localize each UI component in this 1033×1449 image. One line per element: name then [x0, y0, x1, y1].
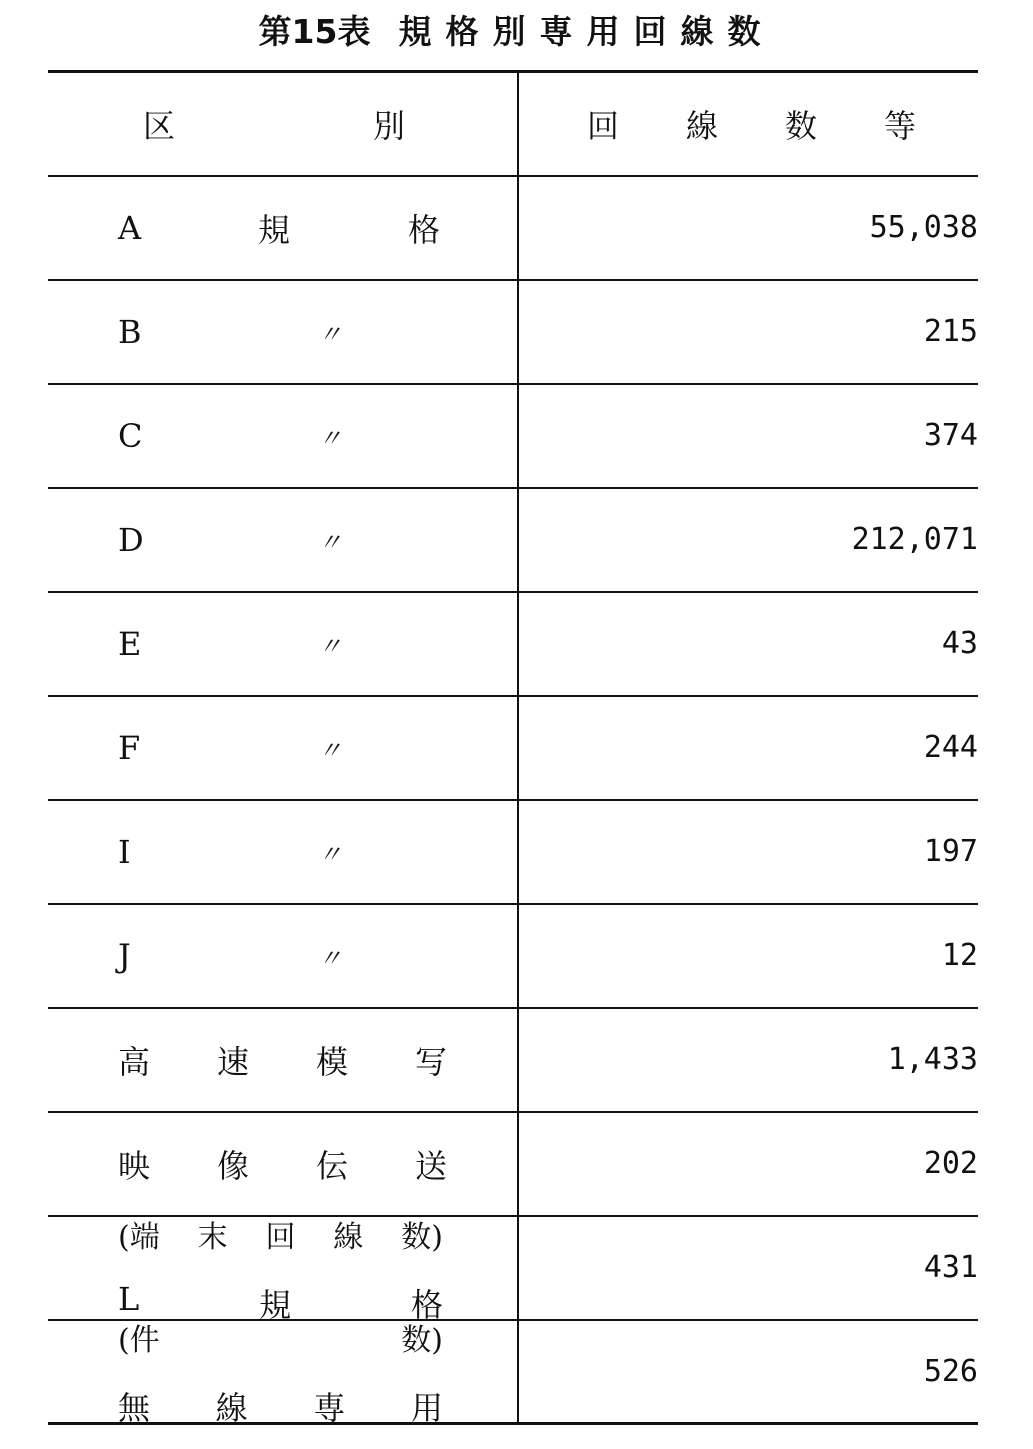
- dedicated-lines-table: [48, 70, 978, 1428]
- category-code: I: [118, 832, 131, 871]
- category-note-char: 数): [401, 1323, 443, 1359]
- category-cell: [48, 592, 518, 696]
- ditto-mark: 〃: [318, 424, 342, 452]
- table-number: 第15表: [258, 12, 371, 51]
- category-code: C: [118, 416, 143, 455]
- category-cell: [48, 488, 518, 592]
- table-row: [48, 592, 978, 696]
- table-row: [48, 1112, 978, 1216]
- line-count: 374: [518, 384, 978, 488]
- category-cell: [48, 904, 518, 1008]
- header-count-char: 線: [685, 106, 718, 145]
- header-count-char: 数: [784, 106, 817, 145]
- ditto-mark: 〃: [318, 632, 342, 660]
- category-cell: [48, 1216, 518, 1324]
- category-label-char: 像: [216, 1146, 249, 1185]
- category-cell: [48, 280, 518, 384]
- category-label-char: 規: [258, 210, 291, 249]
- category-label-char: 専: [313, 1389, 346, 1428]
- category-code: E: [118, 624, 142, 663]
- table-title: [0, 6, 1033, 53]
- category-label-char: 送: [414, 1146, 447, 1185]
- category-label-char: 無: [118, 1389, 151, 1428]
- category-label-char: 高: [118, 1042, 151, 1081]
- header-category-part1: 区: [143, 106, 176, 145]
- line-count: 526: [518, 1320, 978, 1424]
- category-label-char: 模: [315, 1042, 348, 1081]
- category-note-char: (件: [118, 1323, 160, 1359]
- category-label-char: L: [118, 1279, 140, 1318]
- table-row: [48, 280, 978, 384]
- category-cell: [48, 1320, 518, 1428]
- category-code: A: [118, 208, 142, 247]
- line-count: 43: [518, 592, 978, 696]
- line-count: 55,038: [518, 176, 978, 280]
- ditto-mark: 〃: [318, 944, 342, 972]
- category-label-char: 伝: [315, 1146, 348, 1185]
- category-code: J: [118, 936, 131, 975]
- category-code: D: [118, 520, 144, 559]
- header-count-char: 等: [883, 106, 916, 145]
- category-note-char: (端: [118, 1219, 160, 1255]
- category-note-char: 数): [401, 1219, 443, 1255]
- header-count-char: 回: [587, 106, 620, 145]
- table-row: [48, 176, 978, 280]
- table-row: [48, 1008, 978, 1112]
- header-row: [48, 72, 978, 176]
- table-row: [48, 1320, 978, 1424]
- category-note-char: 末: [197, 1219, 228, 1255]
- category-cell: [48, 1008, 518, 1112]
- line-count: 197: [518, 800, 978, 904]
- category-label-char: 用: [410, 1389, 443, 1428]
- category-label-char: 写: [414, 1042, 447, 1081]
- ditto-mark: 〃: [318, 528, 342, 556]
- header-category: [48, 72, 518, 176]
- table-row: [48, 800, 978, 904]
- ditto-mark: 〃: [318, 840, 342, 868]
- line-count: 431: [518, 1216, 978, 1320]
- ditto-mark: 〃: [318, 736, 342, 764]
- category-label-char: 格: [410, 1285, 443, 1324]
- category-label-char: 格: [408, 210, 441, 249]
- category-cell: [48, 1112, 518, 1216]
- line-count: 202: [518, 1112, 978, 1216]
- table-row: [48, 384, 978, 488]
- category-cell: [48, 176, 518, 280]
- ditto-mark: 〃: [318, 320, 342, 348]
- category-note-char: 回: [265, 1219, 296, 1255]
- category-note-char: 線: [333, 1219, 364, 1255]
- table-name: 規格別専用回線数: [398, 12, 775, 51]
- category-code: F: [118, 728, 141, 767]
- table-row: [48, 904, 978, 1008]
- category-code: B: [118, 312, 142, 351]
- category-cell: [48, 800, 518, 904]
- line-count: 1,433: [518, 1008, 978, 1112]
- category-label-char: 線: [215, 1389, 248, 1428]
- line-count: 12: [518, 904, 978, 1008]
- header-category-part2: 別: [373, 106, 406, 145]
- line-count: 244: [518, 696, 978, 800]
- header-count: [518, 72, 978, 176]
- line-count: 215: [518, 280, 978, 384]
- category-cell: [48, 696, 518, 800]
- category-label-char: 映: [118, 1146, 151, 1185]
- table-row: [48, 1216, 978, 1320]
- category-cell: [48, 384, 518, 488]
- category-label-char: 規: [259, 1285, 292, 1324]
- table-row: [48, 488, 978, 592]
- line-count: 212,071: [518, 488, 978, 592]
- category-label-char: 速: [216, 1042, 249, 1081]
- table-row: [48, 696, 978, 800]
